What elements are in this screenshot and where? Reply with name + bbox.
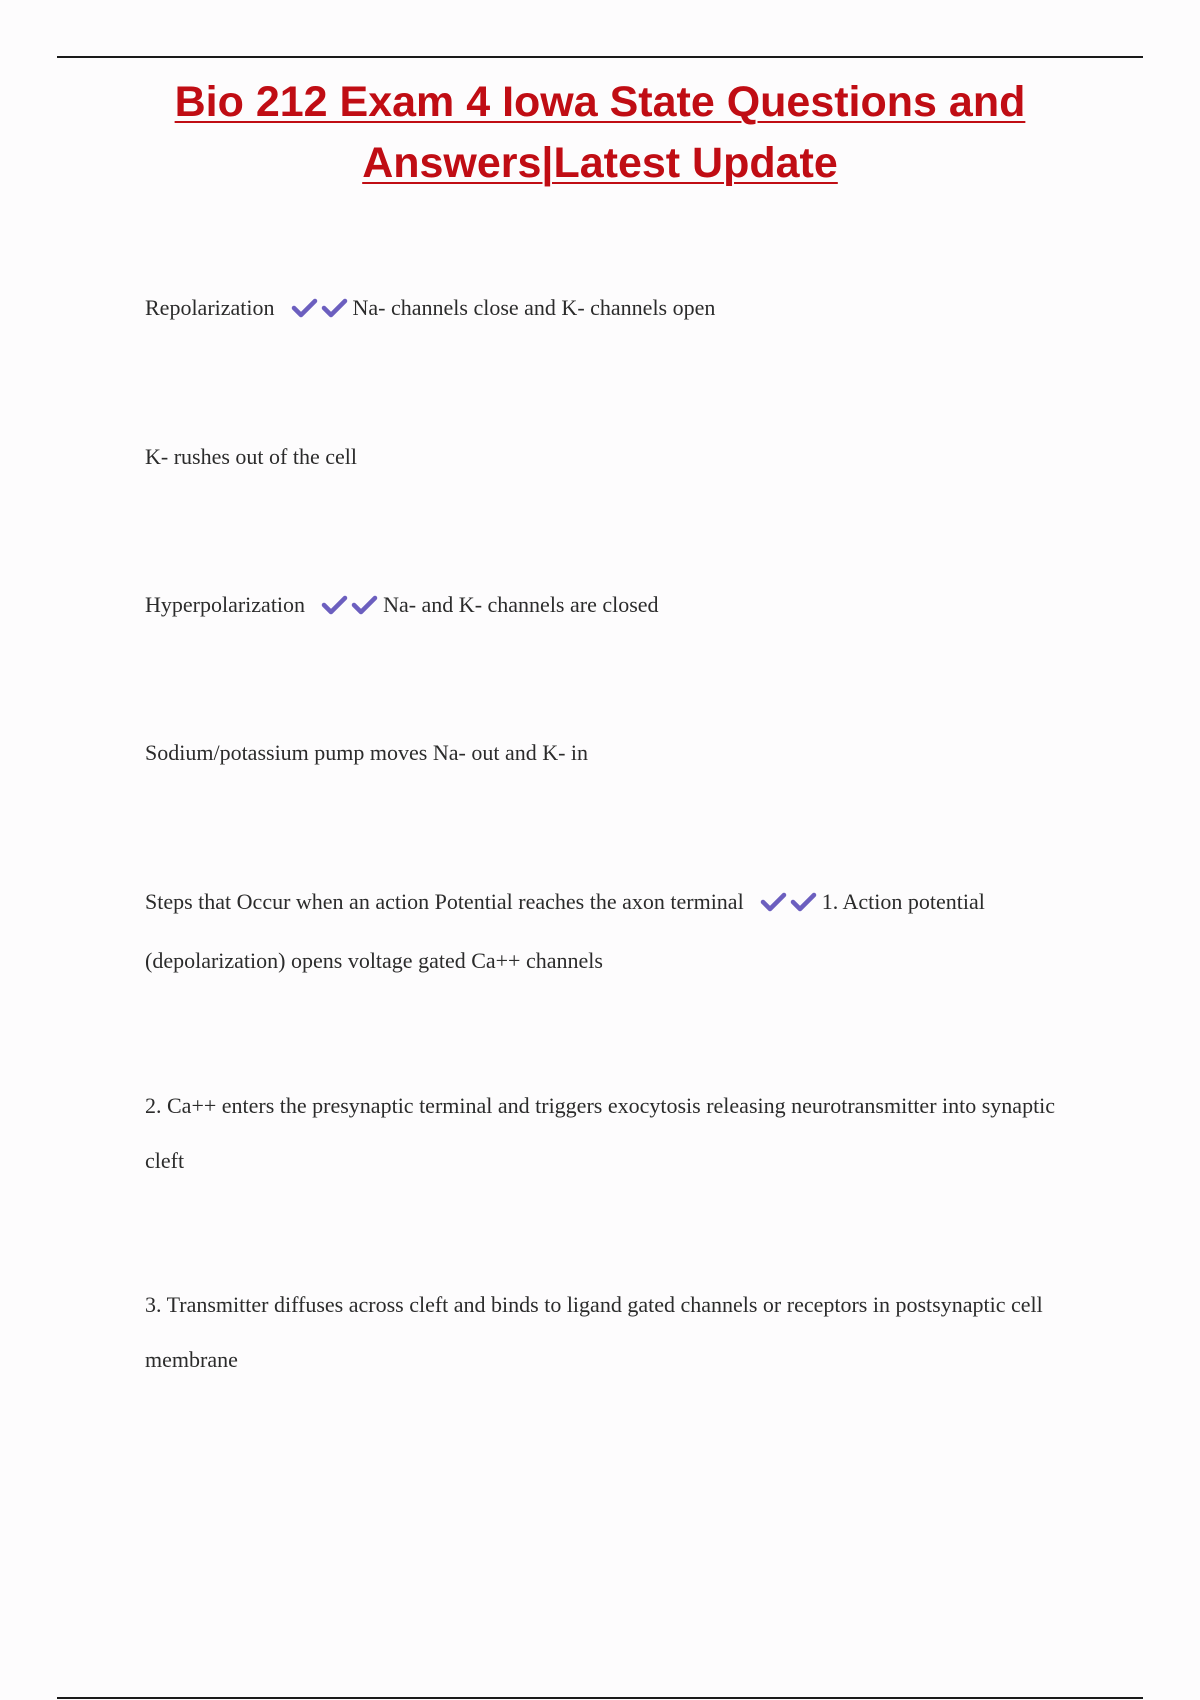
double-checkmark-icon [760, 878, 818, 933]
paragraph-text: 3. Transmitter diffuses across cleft and binds to ligand gated channels or receptors in postsynaptic cell membrane [145, 1292, 1043, 1372]
title-line-2: Answers|Latest Update [362, 139, 838, 187]
question-term: Steps that Occur when an action Potential reaches the axon terminal [145, 889, 744, 914]
qa-entry-hyperpolarization [145, 590, 1075, 624]
qa-entry-repolarization [145, 293, 1075, 327]
qa-entry-text [145, 738, 1075, 768]
qa-entry-axon-terminal-steps [145, 874, 1075, 988]
top-rule [57, 56, 1143, 58]
double-checkmark-icon [321, 594, 379, 624]
paragraph-text: 2. Ca++ enters the presynaptic terminal and triggers exocytosis releasing neurotransmitter into synaptic cleft [145, 1093, 1056, 1173]
question-term: Hyperpolarization [145, 592, 306, 617]
answer-text: 1. Action potential (depolarization) opens voltage gated Ca++ channels [145, 889, 985, 973]
paragraph-text: Sodium/potassium pump moves Na- out and K- in [145, 740, 589, 765]
answer-text: Na- channels close and K- channels open [352, 295, 716, 320]
qa-entry-text [145, 1277, 1075, 1387]
question-term: Repolarization [145, 295, 275, 320]
bottom-rule [57, 1697, 1143, 1699]
title-line-1: Bio 212 Exam 4 Iowa State Questions and [174, 78, 1026, 126]
answer-text: Na- and K- channels are closed [383, 592, 659, 617]
qa-entry-text [145, 1078, 1075, 1188]
double-checkmark-icon [291, 297, 349, 327]
paragraph-text: K- rushes out of the cell [145, 444, 357, 469]
document-title [100, 72, 1100, 194]
qa-entry-text [145, 442, 1075, 472]
